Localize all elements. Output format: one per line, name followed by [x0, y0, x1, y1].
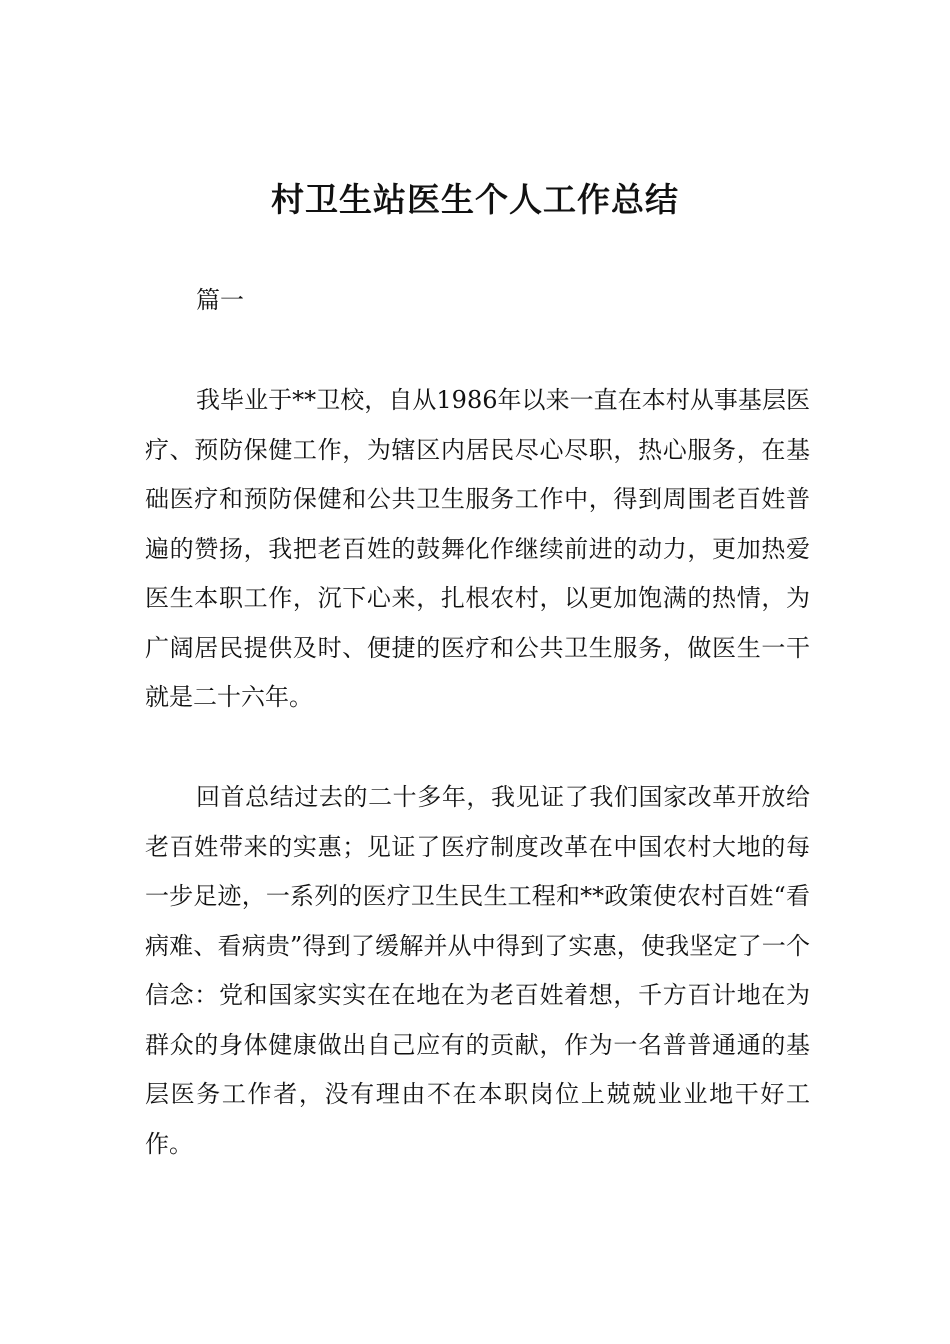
body-paragraph-1: 我毕业于**卫校，自从1986年以来一直在本村从事基层医疗、预防保健工作，为辖区内居民尽心尽职，热心服务，在基础医疗和预防保健和公共卫生服务工作中，得到周围老百姓普遍的赞扬，我把老百姓的鼓舞化作继续前进的动力，更加热爱医生本职工作，沉下心来，扎根农村，以更加饱满的热情，为广阔居民提供及时、便捷的医疗和公共卫生服务，做医生一干就是二十六年。 — [145, 386, 810, 711]
document-title: 村卫生站医生个人工作总结 — [271, 180, 679, 219]
section-label: 篇一 — [196, 286, 244, 314]
body-paragraph-2: 回首总结过去的二十多年，我见证了我们国家改革开放给老百姓带来的实惠；见证了医疗制度改革在中国农村大地的每一步足迹，一系列的医疗卫生民生工程和**政策使农村百姓“看病难、看病贵”得到了缓解并从中得到了实惠，使我坚定了一个信念：党和国家实实在在地在为老百姓着想，千方百计地在为群众的身体健康做出自己应有的贡献，作为一名普普通通的基层医务工作者，没有理由不在本职岗位上兢兢业业地干好工作。 — [145, 783, 810, 1158]
